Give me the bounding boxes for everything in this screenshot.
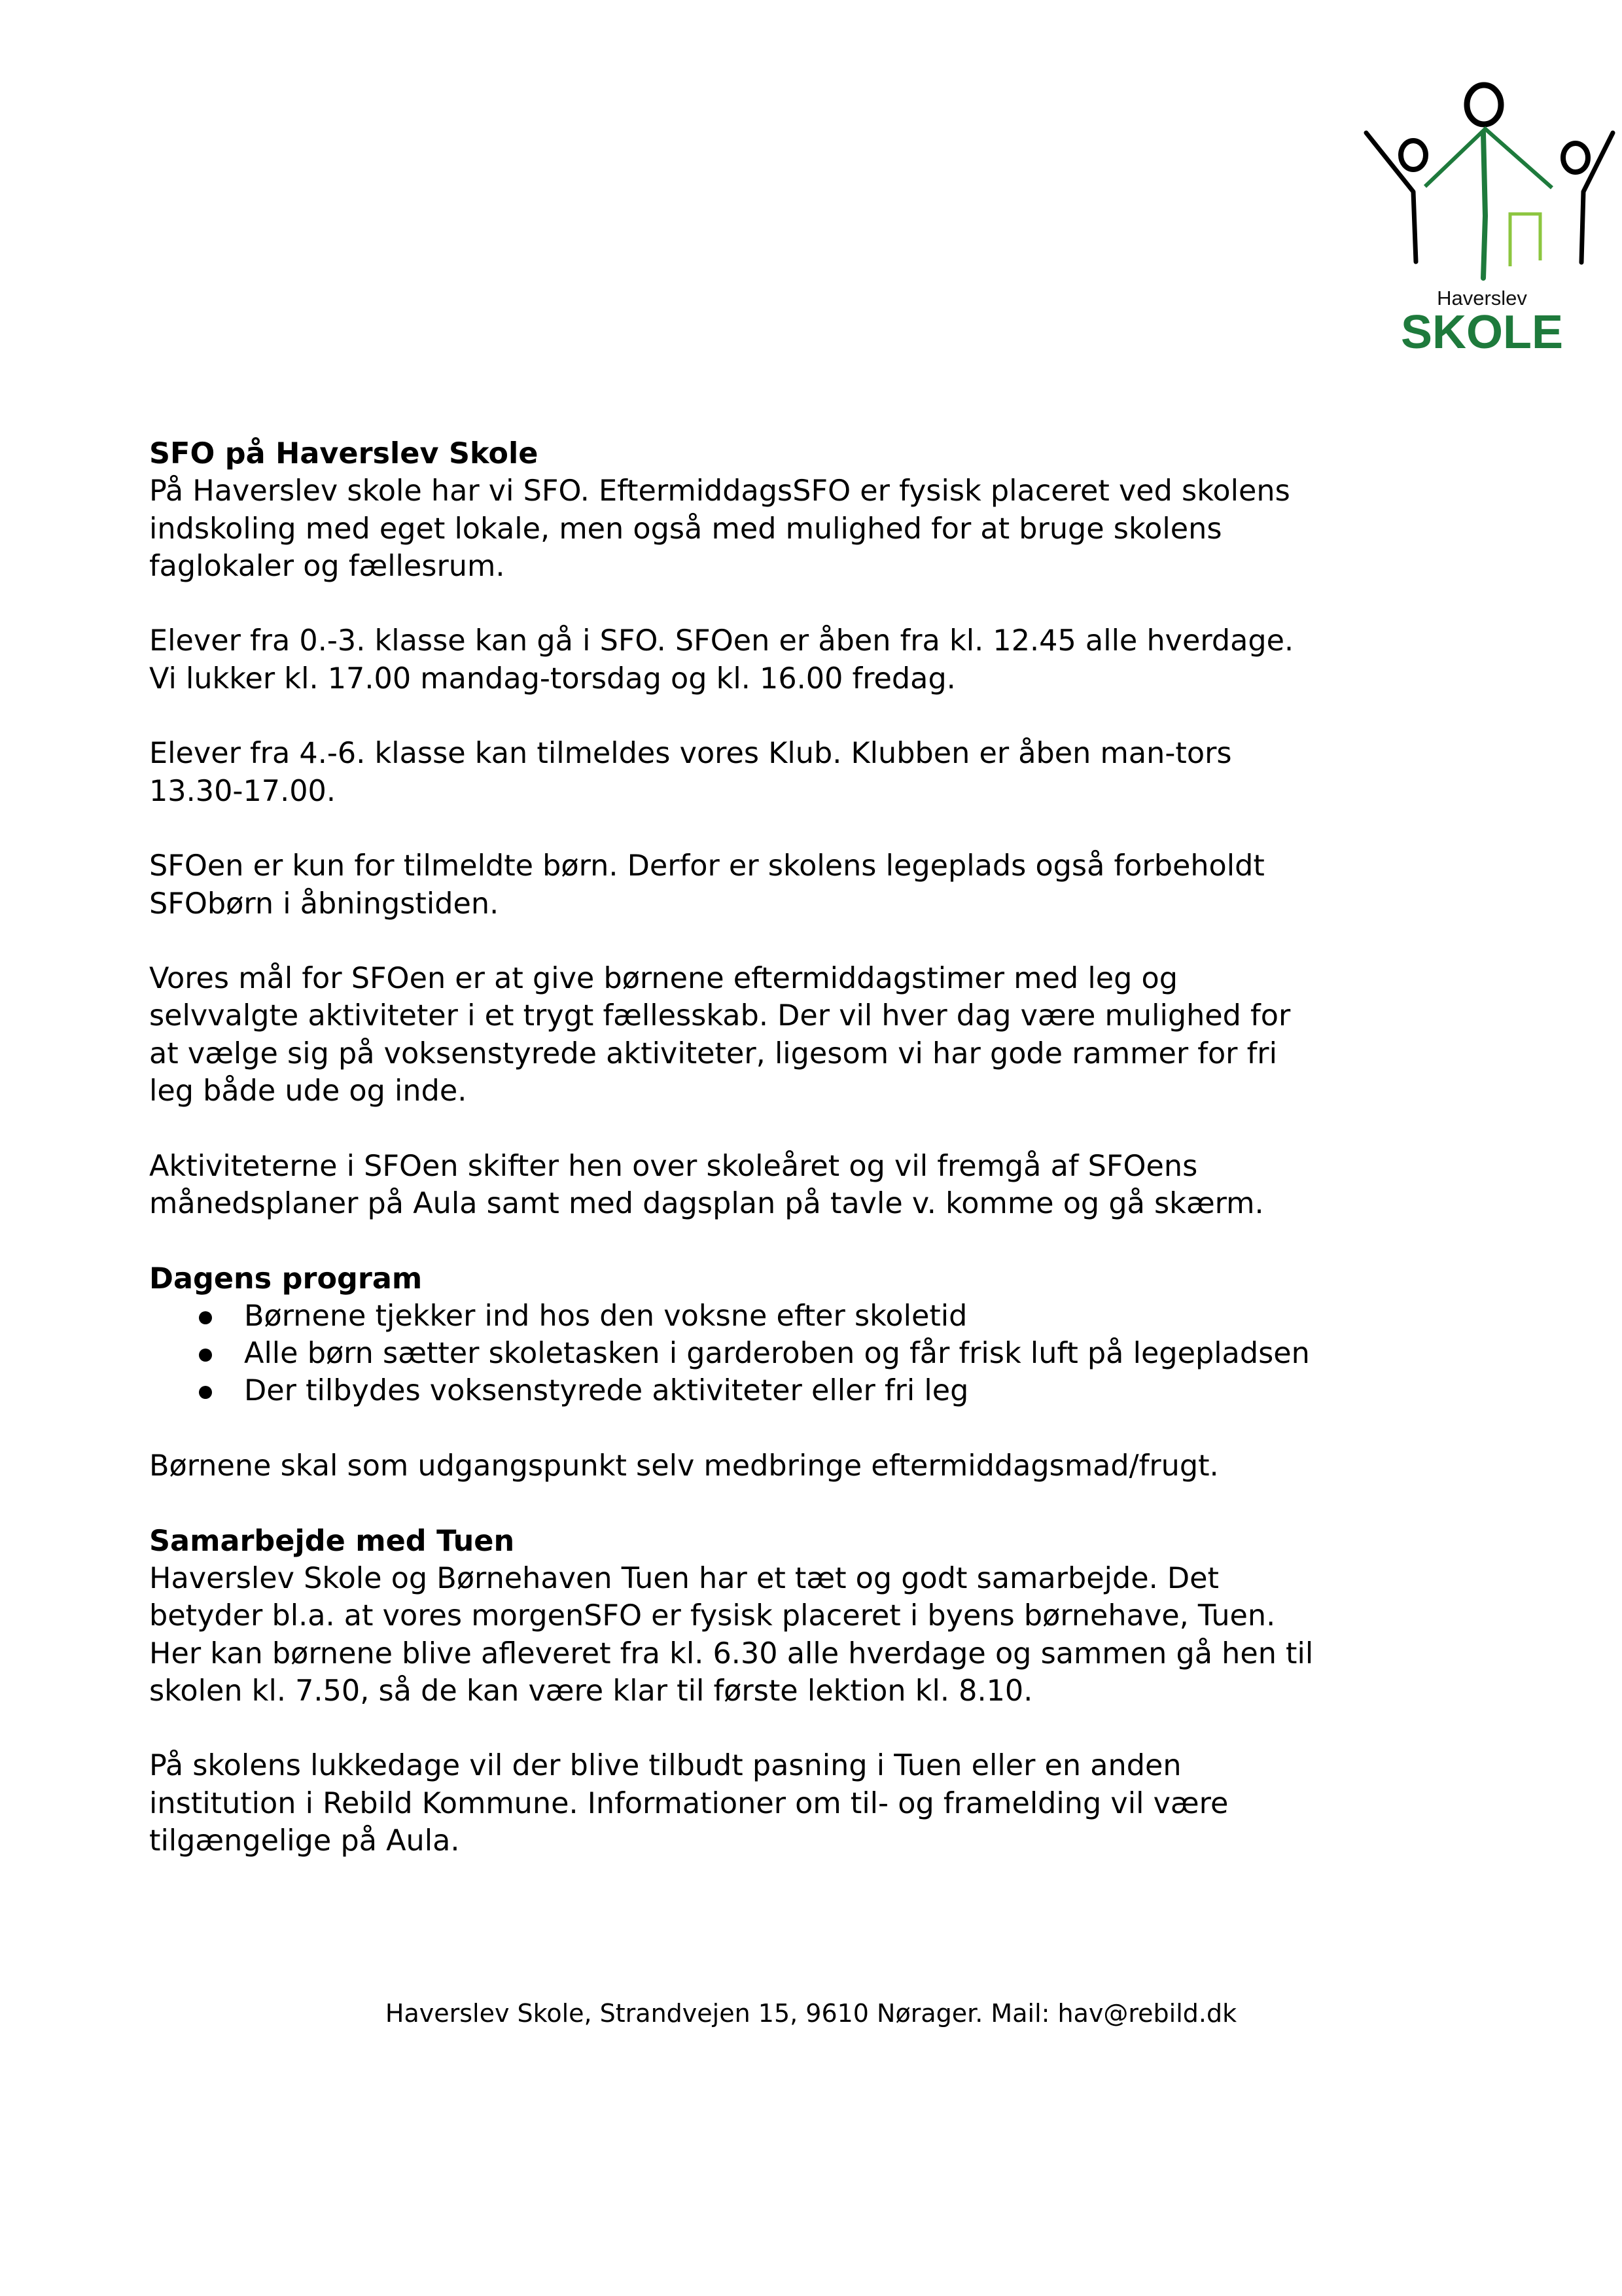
- heading-program: Dagens program: [149, 1262, 423, 1296]
- bullet-icon: [199, 1311, 212, 1324]
- text-line: På Haverslev skole har vi SFO. EftermiddagsSFO er fysisk placeret ved skolens: [149, 474, 1290, 508]
- paragraph-closing-days: [149, 1747, 1484, 1860]
- logo-center-head: [1467, 85, 1501, 124]
- text-line: Her kan børnene blive afleveret fra kl. 6.30 alle hverdage og sammen gå hen til: [149, 1636, 1314, 1670]
- text-line: leg både ude og inde.: [149, 1074, 467, 1108]
- text-line: skolen kl. 7.50, så de kan være klar til første lektion kl. 8.10.: [149, 1674, 1033, 1708]
- school-logo-figures: [1348, 79, 1616, 288]
- program-list: [149, 1298, 1484, 1410]
- school-logo: [1348, 79, 1616, 359]
- paragraph-tuen: [149, 1560, 1484, 1710]
- text-line: at vælge sig på voksenstyrede aktiviteter, ligesom vi har gode rammer for fri: [149, 1036, 1277, 1070]
- text-line: tilgængelige på Aula.: [149, 1824, 460, 1858]
- bullet-icon: [199, 1349, 212, 1362]
- paragraph-goals: [149, 960, 1484, 1110]
- paragraph-food: [149, 1447, 1484, 1485]
- heading-tuen: Samarbejde med Tuen: [149, 1524, 515, 1558]
- list-item: [149, 1298, 1484, 1335]
- list-item-text: Alle børn sætter skoletasken i garderoben og får frisk luft på legepladsen: [244, 1337, 1310, 1371]
- text-line: På skolens lukkedage vil der blive tilbudt pasning i Tuen eller en anden: [149, 1749, 1182, 1783]
- text-line: selvvalgte aktiviteter i et trygt fællesskab. Der vil hver dag være mulighed for: [149, 999, 1291, 1033]
- text-line: 13.30-17.00.: [149, 774, 336, 808]
- logo-roof: [1425, 129, 1552, 188]
- list-item-text: Der tilbydes voksenstyrede aktiviteter eller fri leg: [244, 1374, 969, 1408]
- logo-left-head: [1401, 141, 1426, 169]
- logo-text-haverslev: Haverslev: [1437, 287, 1527, 309]
- paragraph-club: [149, 735, 1484, 810]
- paragraph-enrolled: [149, 847, 1484, 923]
- text-line: Vi lukker kl. 17.00 mandag-torsdag og kl. 16.00 fredag.: [149, 662, 956, 696]
- text-line: Aktiviteterne i SFOen skifter hen over skoleåret og vil fremgå af SFOens: [149, 1149, 1198, 1183]
- document-body: [149, 435, 1484, 1898]
- text-line: Vores mål for SFOen er at give børnene eftermiddagstimer med leg og: [149, 962, 1178, 996]
- text-line: betyder bl.a. at vores morgenSFO er fysisk placeret i byens børnehave, Tuen.: [149, 1599, 1276, 1633]
- text-line: SFObørn i åbningstiden.: [149, 887, 499, 921]
- logo-door: [1510, 214, 1540, 266]
- text-line: indskoling med eget lokale, men også med mulighed for at bruge skolens: [149, 512, 1222, 546]
- list-item: [149, 1372, 1484, 1409]
- paragraph-intro: [149, 472, 1484, 585]
- text-line: Elever fra 4.-6. klasse kan tilmeldes vores Klub. Klubben er åben man-tors: [149, 737, 1232, 771]
- bullet-icon: [199, 1386, 212, 1399]
- logo-right-head: [1563, 143, 1588, 172]
- paragraph-hours: [149, 622, 1484, 698]
- text-line: månedsplaner på Aula samt med dagsplan på tavle v. komme og gå skærm.: [149, 1186, 1264, 1220]
- heading-sfo: SFO på Haverslev Skole: [149, 437, 538, 470]
- logo-center-figure: [1483, 133, 1485, 278]
- footer-address: Haverslev Skole, Strandvejen 15, 9610 Nørager. Mail: hav@rebild.dk: [385, 1999, 1237, 2028]
- paragraph-activities: [149, 1148, 1484, 1223]
- text-line: faglokaler og fællesrum.: [149, 549, 505, 583]
- text-line: Elever fra 0.-3. klasse kan gå i SFO. SFOen er åben fra kl. 12.45 alle hverdage.: [149, 624, 1294, 658]
- list-item: [149, 1335, 1484, 1372]
- logo-left-figure: [1366, 133, 1416, 262]
- list-item-text: Børnene tjekker ind hos den voksne efter skoletid: [244, 1299, 968, 1333]
- logo-text-skole: SKOLE: [1400, 306, 1564, 359]
- text-line: Børnene skal som udgangspunkt selv medbringe eftermiddagsmad/frugt.: [149, 1449, 1219, 1483]
- text-line: Haverslev Skole og Børnehaven Tuen har et tæt og godt samarbejde. Det: [149, 1561, 1219, 1595]
- text-line: institution i Rebild Kommune. Informationer om til- og framelding vil være: [149, 1786, 1229, 1820]
- text-line: SFOen er kun for tilmeldte børn. Derfor er skolens legeplads også forbeholdt: [149, 849, 1265, 883]
- school-logo-graphic: [1348, 79, 1616, 288]
